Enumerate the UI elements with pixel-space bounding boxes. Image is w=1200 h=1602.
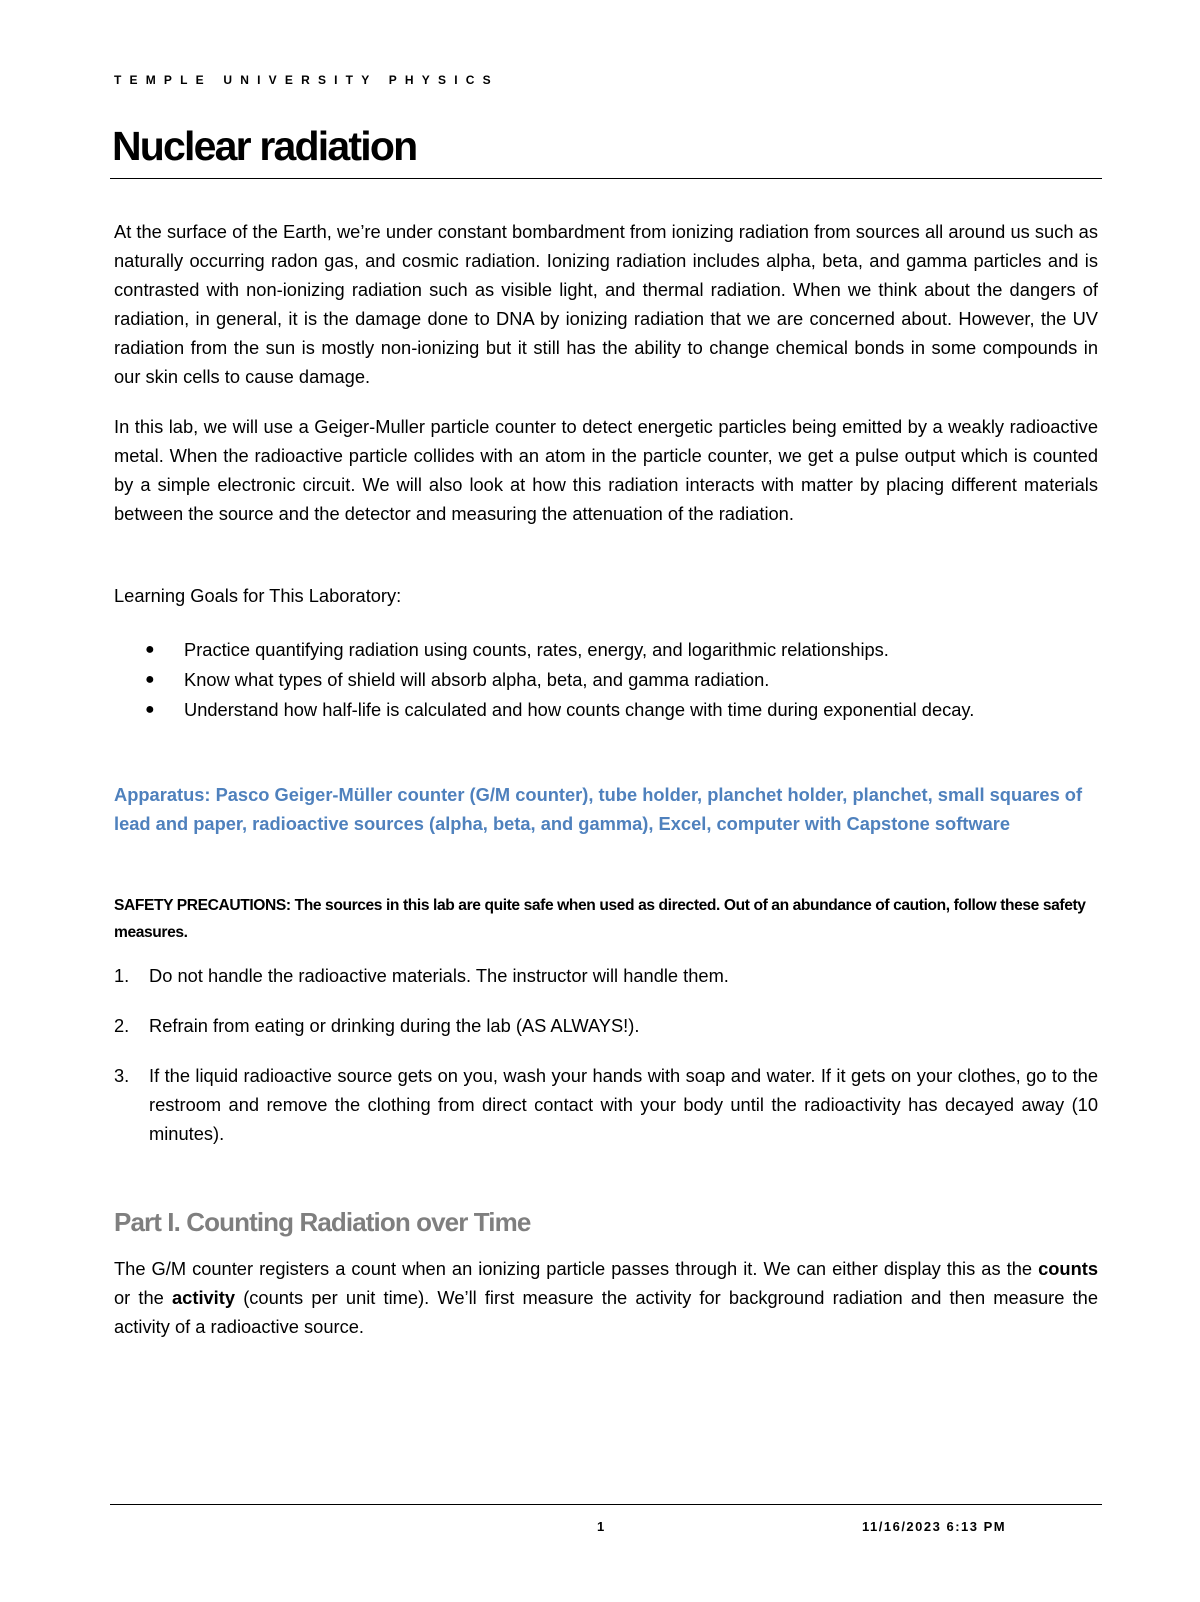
item-number: 3. <box>114 1065 130 1086</box>
term-activity: activity <box>172 1287 236 1308</box>
page-number: 1 <box>597 1519 605 1534</box>
list-item <box>114 1011 1098 1040</box>
paragraph-text: The G/M counter registers a count when an ionizing particle passes through it. We can either display this as the <box>114 1258 1039 1279</box>
footer-divider <box>110 1504 1102 1505</box>
bullet-icon: ● <box>145 641 155 658</box>
part-1-paragraph <box>114 1254 1098 1341</box>
apparatus-list: Apparatus: Pasco Geiger-Müller counter (G/M counter), tube holder, planchet holder, planchet, small squares of lead and paper, radioactive sources (alpha, beta, and gamma), Excel, computer with Capstone software <box>114 784 1083 834</box>
footer-timestamp: 11/16/2023 6:13 PM <box>862 1519 1007 1534</box>
title-divider <box>110 178 1102 179</box>
safety-precautions: SAFETY PRECAUTIONS: The sources in this lab are quite safe when used as directed. Out of an abundance of caution, follow these safety measures. <box>114 897 1086 941</box>
goal-text: Practice quantifying radiation using counts, rates, energy, and logarithmic relationships. <box>184 639 889 660</box>
bullet-icon: ● <box>145 671 155 688</box>
intro-paragraph-1: At the surface of the Earth, we’re under constant bombardment from ionizing radiation from sources all around us such as naturally occurring radon gas, and cosmic radiation. Ionizing radiation includes alpha, beta, and gamma particles and is contrasted with non-ionizing radiation such as visible light, and thermal radiation. When we think about the dangers of radiation, in general, it is the damage done to DNA by ionizing radiation that we are concerned about. However, the UV radiation from the sun is mostly non-ionizing but it still has the ability to change chemical bonds in some compounds in our skin cells to cause damage. <box>114 221 1098 387</box>
list-item <box>114 635 1098 665</box>
running-header: TEMPLE UNIVERSITY PHYSICS <box>114 73 499 87</box>
term-counts: counts <box>1038 1258 1098 1279</box>
item-number: 2. <box>114 1015 130 1036</box>
section-heading-part-1: Part I. Counting Radiation over Time <box>114 1207 531 1237</box>
list-item <box>114 665 1098 695</box>
item-number: 1. <box>114 965 130 986</box>
list-item <box>114 695 1098 725</box>
list-item <box>114 1061 1098 1148</box>
safety-measures-list <box>114 961 1098 1148</box>
paragraph-text: or the <box>114 1287 173 1308</box>
list-item <box>114 961 1098 990</box>
intro-paragraph-2: In this lab, we will use a Geiger-Muller particle counter to detect energetic particles being emitted by a weakly radioactive metal. When the radioactive particle collides with an atom in the particle counter, we get a pulse output which is counted by a simple electronic circuit. We will also look at how this radiation interacts with matter by placing different materials between the source and the detector and measuring the attenuation of the radiation. <box>114 416 1098 524</box>
learning-goals-heading: Learning Goals for This Laboratory: <box>114 585 402 606</box>
item-text: Refrain from eating or drinking during the lab (AS ALWAYS!). <box>149 1015 640 1036</box>
goal-text: Understand how half-life is calculated and how counts change with time during exponential decay. <box>184 699 975 720</box>
document-title: Nuclear radiation <box>112 123 417 169</box>
learning-goals-list <box>114 635 1098 725</box>
goal-text: Know what types of shield will absorb alpha, beta, and gamma radiation. <box>184 669 770 690</box>
paragraph-text: (counts per unit time). We’ll first measure the activity for background radiation and then measure the activity of a radioactive source. <box>114 1287 1099 1337</box>
item-text: Do not handle the radioactive materials. The instructor will handle them. <box>149 965 729 986</box>
item-text: If the liquid radioactive source gets on you, wash your hands with soap and water. If it gets on your clothes, go to the restroom and remove the clothing from direct contact with your body until the radioactivity has decayed away (10 minutes). <box>149 1065 1098 1144</box>
bullet-icon: ● <box>145 701 155 718</box>
